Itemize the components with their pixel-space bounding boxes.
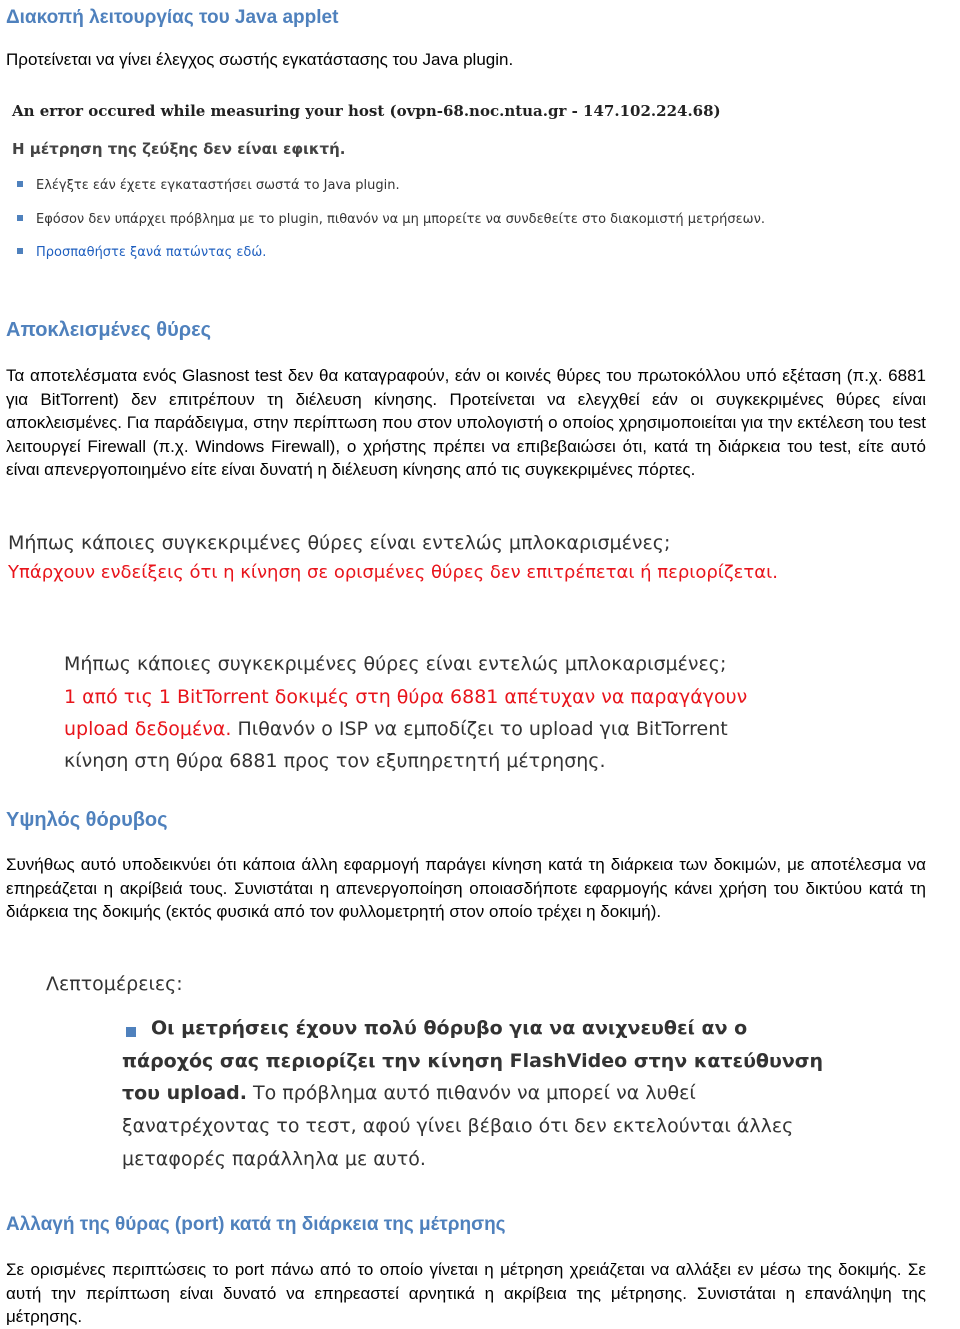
blocked-question-2: Μήπως κάποιες συγκεκριμένες θύρες είναι εντελώς μπλοκαρισμένες; [64, 653, 727, 675]
square-bullet-icon [17, 215, 23, 221]
screenshot-bullet [17, 245, 266, 260]
port-change-text: Σε ορισμένες περιπτώσεις το port πάνω από το οποίο γίνεται η μέτρηση χρειάζεται να αλλάξει εν μέσω της δοκιμής. Σε αυτή την περίπτωση είναι δυνατό να επηρεαστεί αρνητικά η ακρίβεια της μέτρησης. Συνιστάται η επανάληψη της μέτρησης. [6, 1260, 926, 1326]
blocked-ports-screenshot-1 [0, 525, 960, 595]
noise-bold-text: του upload. [122, 1082, 247, 1104]
blocked-warning: Υπάρχουν ενδείξεις ότι η κίνηση σε ορισμένες θύρες δεν επιτρέπεται ή περιορίζεται. [8, 562, 778, 583]
blocked-warning-2: 1 από τις 1 BitTorrent δοκιμές στη θύρα 6881 απέτυχαν να παραγάγουν [64, 686, 748, 708]
blocked-warning-line [64, 718, 728, 740]
error-line: An error occured while measuring your host (ovpn-68.noc.ntua.gr - 147.102.224.68) [12, 102, 721, 120]
retry-link[interactable]: Προσπαθήστε ξανά πατώντας εδώ. [36, 245, 267, 260]
java-error-screenshot [0, 92, 960, 272]
noise-detail-line [122, 1082, 696, 1104]
heading-high-noise: Υψηλός θόρυβος [6, 809, 168, 831]
screenshot-subtitle: Η μέτρηση της ζεύξης δεν είναι εφικτή. [12, 140, 346, 158]
noise-detail-line: πάροχός σας περιορίζει την κίνηση FlashVideo στην κατεύθυνση [122, 1050, 824, 1072]
java-applet-text: Προτείνεται να γίνει έλεγχος σωστής εγκατάστασης του Java plugin. [6, 50, 514, 69]
high-noise-screenshot [0, 965, 960, 1180]
noise-detail-line: ξανατρέχοντας το τεστ, αφού γίνει βέβαιο ότι δεν εκτελούνται άλλες [122, 1115, 794, 1137]
square-bullet-icon [17, 181, 23, 187]
blocked-ports-screenshot-2 [0, 645, 960, 785]
high-noise-text: Συνήθως αυτό υποδεικνύει ότι κάποια άλλη εφαρμογή παράγει κίνηση κατά τη διάρκεια των δοκιμών, με αποτέλεσμα να επηρεάζεται η ακρίβειά τους. Συνιστάται η απενεργοποίηση οποιασδήποτε εφαρμογής κάνει χρήση του δικτύου κατά τη διάρκεια της δοκιμής (εκτός φυσικά από τον φυλλομετρητή στον οποίο τρέχει η δοκιμή). [6, 855, 926, 921]
blocked-ports-text: Τα αποτελέσματα ενός Glasnost test δεν θα καταγραφούν, εάν οι κοινές θύρες του πρωτοκόλλου υπό εξέταση (π.χ. 6881 για BitTorrent) δεν επιτρέπουν τη διέλευση κίνησης. Προτείνεται να ελεγχθεί εάν οι συγκεκριμένες θύρες είναι αποκλεισμένες. Για παράδειγμα, στην περίπτωση που στον υπολογιστή ο οποίος χρησιμοποιείται για την εκτέλεση του test λειτουργεί Firewall (π.χ. Windows Firewall), ο χρήστης πρέπει να επιβεβαιώσει ότι, κατά τη διάρκεια του test, είτε αυτό είναι απενεργοποιημένο είτε είναι δυνατή η διέλευση κίνησης από τις συγκεκριμένες πόρτες. [6, 366, 926, 479]
blocked-question: Μήπως κάποιες συγκεκριμένες θύρες είναι εντελώς μπλοκαρισμένες; [8, 532, 671, 554]
noise-normal-text: Το πρόβλημα αυτό πιθανόν να μπορεί να λυθεί [246, 1082, 696, 1104]
details-title: Λεπτομέρειες: [46, 973, 183, 995]
bullet-text: Εφόσον δεν υπάρχει πρόβλημα με το plugin, πιθανόν να μη μπορείτε να συνδεθείτε στο διακομιστή μετρήσεων. [36, 212, 765, 227]
noise-bold-text: Οι μετρήσεις έχουν πολύ θόρυβο για να ανιχνευθεί αν ο [151, 1017, 748, 1039]
heading-blocked-ports: Αποκλεισμένες θύρες [6, 319, 211, 341]
square-bullet-icon [126, 1027, 136, 1037]
square-bullet-icon [17, 248, 23, 254]
noise-detail-line: μεταφορές παράλληλα με αυτό. [122, 1148, 426, 1170]
warning-upload-text: upload δεδομένα. [64, 718, 232, 740]
blocked-detail-line: κίνηση στη θύρα 6881 προς τον εξυπηρετητή μέτρησης. [64, 750, 606, 772]
bullet-text: Ελέγξτε εάν έχετε εγκαταστήσει σωστά το Java plugin. [36, 178, 400, 193]
screenshot-bullet [17, 212, 765, 227]
screenshot-bullet [17, 178, 400, 193]
heading-port-change: Αλλαγή της θύρας (port) κατά τη διάρκεια της μέτρησης [6, 1214, 506, 1235]
isp-detail-text: Πιθανόν ο ISP να εμποδίζει το upload για BitTorrent [231, 718, 728, 740]
noise-detail-line [126, 1017, 747, 1039]
heading-java-applet: Διακοπή λειτουργίας του Java applet [6, 7, 339, 28]
